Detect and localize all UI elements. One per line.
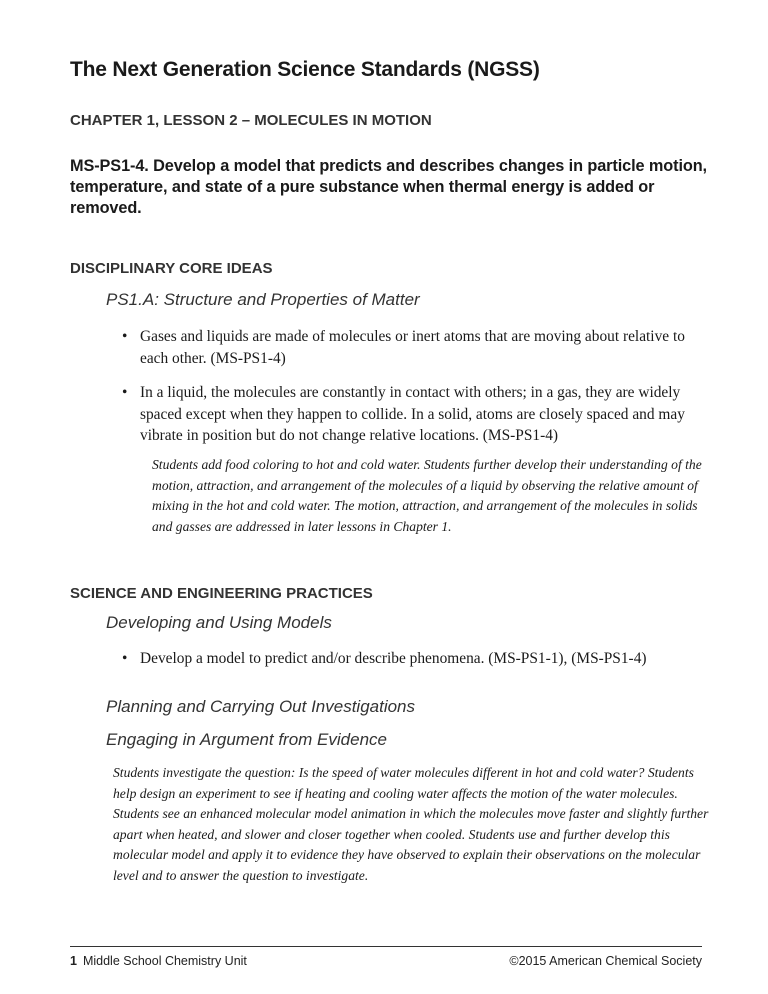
footer-left bbox=[70, 954, 247, 968]
practices-list bbox=[140, 648, 700, 683]
practices-heading: SCIENCE AND ENGINEERING PRACTICES bbox=[70, 585, 373, 602]
page-title: The Next Generation Science Standards (NGSS) bbox=[70, 58, 540, 81]
practices-note: Students investigate the question: Is the speed of water molecules different in hot and cold water? Students help design an experiment to see if heating and cooling water affects the motion of the water molecules. Students see an enhanced molecular model animation in which the molecules move faster and slightly further apart when heated, and slower and closer together when cooled. Students use and further develop this molecular model and apply it to evidence they have observed to explain their observations on the molecular level and to answer the question to investigate. bbox=[113, 765, 709, 883]
standard-statement: MS-PS1-4. Develop a model that predicts and describes changes in particle motion, temperature, and state of a pure substance when thermal energy is added or removed. bbox=[70, 157, 707, 217]
practices-subheading-argument: Engaging in Argument from Evidence bbox=[106, 730, 387, 749]
list-item: • Gases and liquids are made of molecules or inert atoms that are moving about relative to each other. (MS-PS1-4) bbox=[140, 326, 700, 369]
core-ideas-list bbox=[140, 326, 700, 460]
footer-divider bbox=[70, 946, 702, 947]
list-item: • Develop a model to predict and/or describe phenomena. (MS-PS1-1), (MS-PS1-4) bbox=[140, 648, 700, 670]
list-item: • In a liquid, the molecules are constantly in contact with others; in a gas, they are widely spaced except when they happen to collide. In a solid, atoms are closely spaced and may vibrate in position but do not change relative locations. (MS-PS1-4) bbox=[140, 382, 700, 447]
core-ideas-heading: DISCIPLINARY CORE IDEAS bbox=[70, 260, 273, 277]
practices-subheading-models: Developing and Using Models bbox=[106, 613, 332, 632]
footer-unit: Middle School Chemistry Unit bbox=[82, 954, 247, 968]
chapter-heading: CHAPTER 1, LESSON 2 – MOLECULES IN MOTION bbox=[70, 112, 432, 129]
core-ideas-note: Students add food coloring to hot and cold water. Students further develop their understanding of the motion, attraction, and arrangement of the molecules of a liquid by observing the relative amount of mixing in the hot and cold water. The motion, attraction, and arrangement of the molecules in solids and gasses are addressed in later lessons in Chapter 1. bbox=[152, 457, 702, 534]
page-number: 1 bbox=[70, 954, 77, 968]
practices-subheading-investigations: Planning and Carrying Out Investigations bbox=[106, 697, 416, 716]
core-ideas-subheading: PS1.A: Structure and Properties of Matter bbox=[106, 290, 420, 309]
footer-copyright: ©2015 American Chemical Society bbox=[509, 954, 702, 968]
